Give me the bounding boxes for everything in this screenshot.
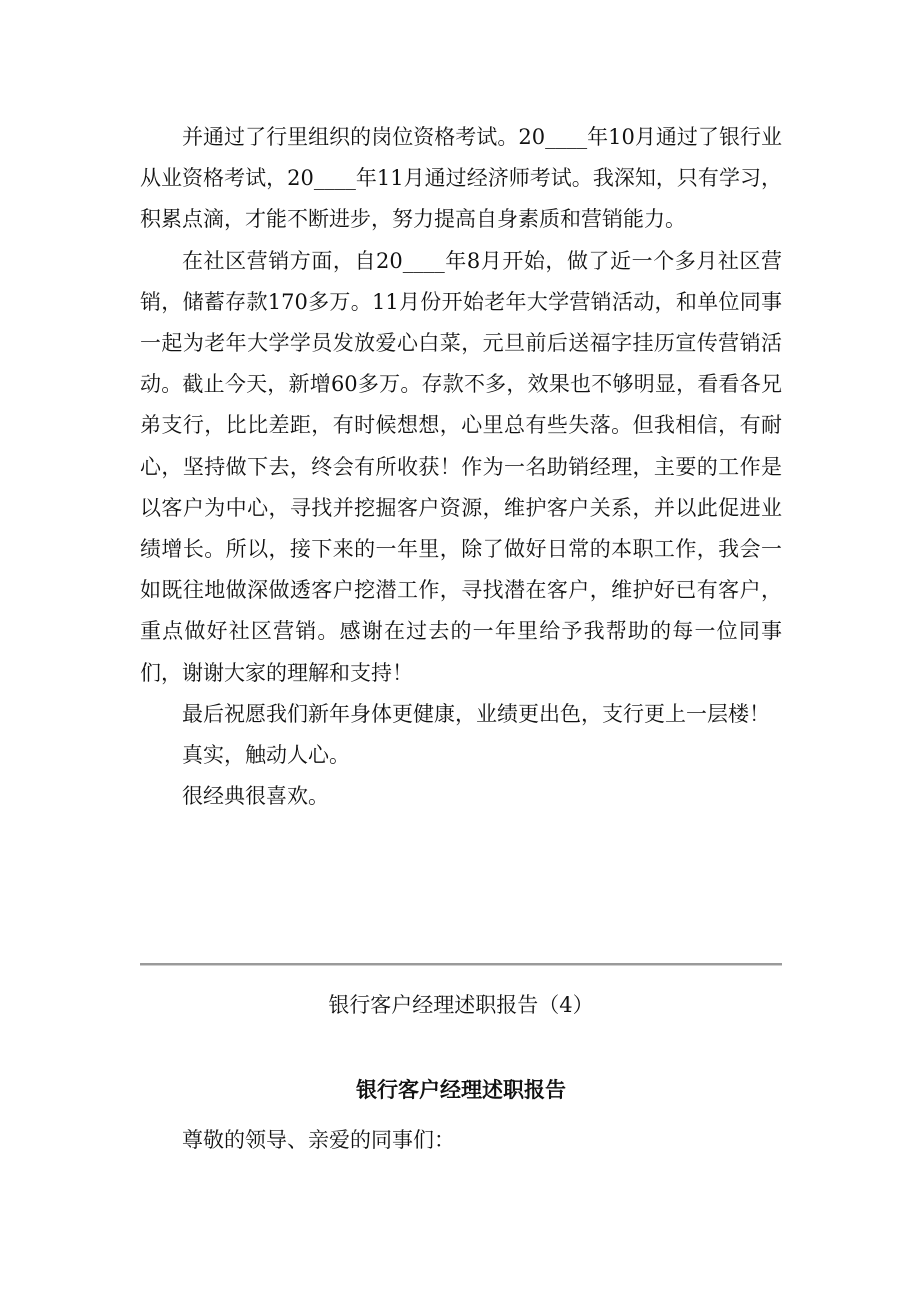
paragraph-exams: 并通过了行里组织的岗位资格考试。20____年10月通过了银行业从业资格考试，20____年11月通过经济师考试。我深知，只有学习，积累点滴，才能不断进步，努力提高自身素质和营销能力。 bbox=[140, 125, 782, 232]
section-divider bbox=[140, 963, 782, 966]
salutation: 尊敬的领导、亲爱的同事们： bbox=[182, 1128, 455, 1152]
section-title: 银行客户经理述职报告（4） bbox=[328, 993, 594, 1017]
paragraph-comment-2: 很经典很喜欢。 bbox=[182, 784, 329, 809]
paragraph-comment-1: 真实，触动人心。 bbox=[182, 743, 350, 768]
document-title: 银行客户经理述职报告 bbox=[356, 1077, 566, 1102]
body-text bbox=[140, 117, 782, 817]
paragraph-community-marketing: 在社区营销方面，自20____年8月开始，做了近一个多月社区营销，储蓄存款170多万。11月份开始老年大学营销活动，和单位同事一起为老年大学学员发放爱心白菜，元旦前后送福字挂历宣传营销活动。截止今天，新增60多万。存款不多，效果也不够明显，看看各兄弟支行，比比差距，有时候想想，心里总有些失落。但我相信，有耐心，坚持做下去，终会有所收获！作为一名助销经理，主要的工作是以客户为中心，寻找并挖掘客户资源，维护客户关系，并以此促进业绩增长。所以，接下来的一年里，除了做好日常的本职工作，我会一如既往地做深做透客户挖潜工作，寻找潜在客户，维护好已有客户，重点做好社区营销。感谢在过去的一年里给予我帮助的每一位同事们，谢谢大家的理解和支持！ bbox=[140, 248, 782, 685]
paragraph-new-year-wishes: 最后祝愿我们新年身体更健康，业绩更出色，支行更上一层楼！ bbox=[182, 701, 770, 726]
